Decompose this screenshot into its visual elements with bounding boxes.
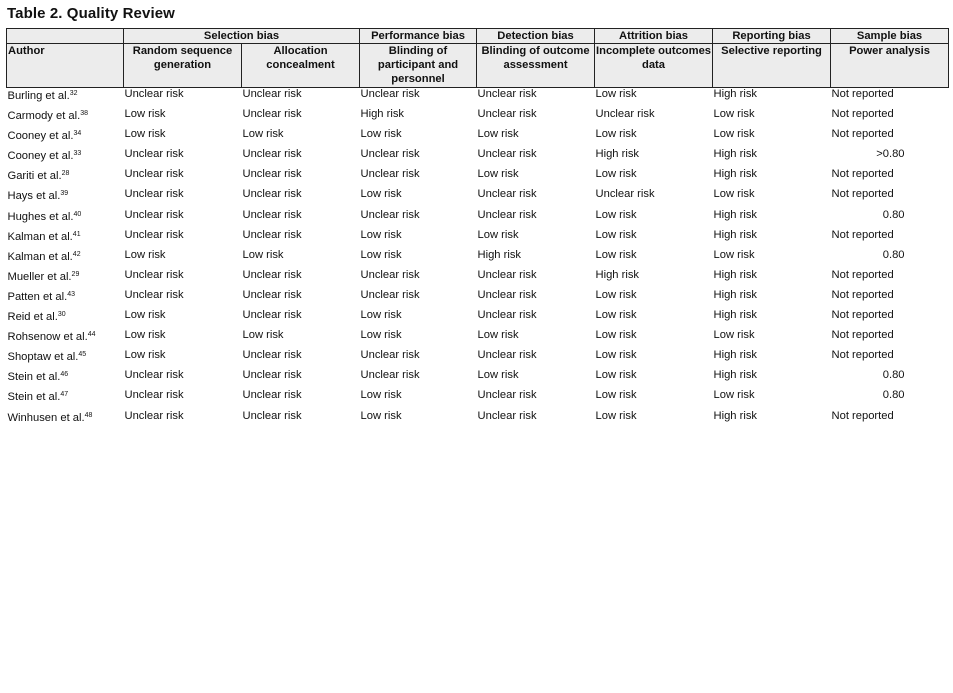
allocation-cell: Unclear risk xyxy=(242,309,302,322)
table-row xyxy=(7,168,949,188)
blinding-participant-cell: Unclear risk xyxy=(360,208,420,221)
table-row xyxy=(7,249,949,269)
blinding-participant-cell: Low risk xyxy=(360,329,402,342)
selective-reporting-cell: Low risk xyxy=(713,389,755,402)
group-header-performance-bias: Performance bias xyxy=(360,29,477,44)
reference-number: 32 xyxy=(69,90,78,97)
allocation-cell: Unclear risk xyxy=(242,188,302,201)
author-name: Shoptaw et al. xyxy=(7,351,79,364)
selective-reporting-cell: Low risk xyxy=(713,108,755,121)
power-analysis-cell: Not reported xyxy=(831,88,894,100)
author-cell xyxy=(7,289,124,309)
random-sequence-cell: Low risk xyxy=(124,248,166,261)
blinding-participant-cell: Unclear risk xyxy=(360,369,420,382)
column-header-author: Author xyxy=(7,44,124,88)
table-row xyxy=(7,229,949,249)
blinding-participant-cell: Unclear risk xyxy=(360,88,420,100)
group-header-sample-bias: Sample bias xyxy=(831,29,949,44)
allocation-cell: Unclear risk xyxy=(242,168,302,181)
blinding-outcome-cell: Unclear risk xyxy=(477,349,537,362)
blinding-outcome-cell: Unclear risk xyxy=(477,108,537,121)
incomplete-outcomes-cell: Low risk xyxy=(595,288,637,301)
blinding-participant-cell: Low risk xyxy=(360,309,402,322)
author-cell xyxy=(7,88,124,109)
author-cell xyxy=(7,229,124,249)
random-sequence-cell: Unclear risk xyxy=(124,369,184,382)
group-header-row xyxy=(7,29,949,44)
blinding-participant-cell: Low risk xyxy=(360,389,402,402)
group-header-selection-bias: Selection bias xyxy=(124,29,360,44)
incomplete-outcomes-cell: Low risk xyxy=(595,228,637,241)
selective-reporting-cell: Low risk xyxy=(713,248,755,261)
selective-reporting-cell: High risk xyxy=(713,309,758,322)
allocation-cell: Low risk xyxy=(242,329,284,342)
selective-reporting-cell: High risk xyxy=(713,288,758,301)
power-analysis-cell: Not reported xyxy=(831,128,894,141)
selective-reporting-cell: High risk xyxy=(713,369,758,382)
column-header-allocation: Allocation concealment xyxy=(242,44,360,88)
reference-number: 29 xyxy=(71,270,80,278)
allocation-cell: Unclear risk xyxy=(242,288,302,301)
random-sequence-cell: Unclear risk xyxy=(124,288,184,301)
selective-reporting-cell: High risk xyxy=(713,409,758,422)
table-row xyxy=(7,269,949,289)
incomplete-outcomes-cell: Low risk xyxy=(595,389,637,402)
allocation-cell: Unclear risk xyxy=(242,208,302,221)
incomplete-outcomes-cell: Low risk xyxy=(595,248,637,261)
reference-number: 43 xyxy=(67,290,76,298)
table-row xyxy=(7,148,949,168)
blinding-outcome-cell: Unclear risk xyxy=(477,188,537,201)
blinding-outcome-cell: Low risk xyxy=(477,329,519,342)
power-analysis-cell: Not reported xyxy=(831,409,894,422)
allocation-cell: Unclear risk xyxy=(242,228,302,241)
incomplete-outcomes-cell: Low risk xyxy=(595,349,637,362)
incomplete-outcomes-cell: Low risk xyxy=(595,329,637,342)
power-analysis-cell: Not reported xyxy=(831,329,894,342)
table-row xyxy=(7,389,949,409)
blinding-participant-cell: Low risk xyxy=(360,248,402,261)
allocation-cell: Unclear risk xyxy=(242,108,302,121)
group-header-blank xyxy=(7,29,124,44)
blinding-outcome-cell: Unclear risk xyxy=(477,309,537,322)
column-header-incomplete-outcomes: Incomplete outcomes data xyxy=(595,44,713,88)
power-analysis-cell: Not reported xyxy=(831,288,894,301)
table-row xyxy=(7,188,949,208)
reference-number: 45 xyxy=(78,351,87,359)
table-row xyxy=(7,309,949,329)
author-name: Reid et al. xyxy=(7,311,58,324)
table-row xyxy=(7,349,949,369)
reference-number: 38 xyxy=(80,110,89,118)
random-sequence-cell: Unclear risk xyxy=(124,148,184,161)
author-name: Hays et al. xyxy=(7,190,61,203)
blinding-participant-cell: Unclear risk xyxy=(360,168,420,181)
reference-number: 41 xyxy=(72,230,81,238)
incomplete-outcomes-cell: High risk xyxy=(595,268,640,281)
blinding-participant-cell: Unclear risk xyxy=(360,148,420,161)
allocation-cell: Unclear risk xyxy=(242,88,302,100)
column-header-random-sequence: Random sequence generation xyxy=(124,44,242,88)
author-name: Stein et al. xyxy=(7,371,61,384)
author-cell xyxy=(7,309,124,329)
reference-number: 33 xyxy=(73,150,82,158)
column-header-selective-reporting: Selective reporting xyxy=(713,44,831,88)
table-row xyxy=(7,108,949,128)
blinding-participant-cell: Low risk xyxy=(360,188,402,201)
table-row xyxy=(7,128,949,148)
column-header-row xyxy=(7,44,949,88)
power-analysis-cell: Not reported xyxy=(831,168,894,181)
power-analysis-cell: Not reported xyxy=(831,349,894,362)
group-header-reporting-bias: Reporting bias xyxy=(713,29,831,44)
incomplete-outcomes-cell: Unclear risk xyxy=(595,188,655,201)
incomplete-outcomes-cell: Low risk xyxy=(595,409,637,422)
author-cell xyxy=(7,148,124,168)
reference-number: 34 xyxy=(73,130,82,138)
reference-number: 48 xyxy=(84,411,93,419)
column-header-blinding-outcome: Blinding of outcome assessment xyxy=(477,44,595,88)
author-cell xyxy=(7,369,124,389)
author-cell xyxy=(7,168,124,188)
power-analysis-cell: 0.80 xyxy=(882,369,905,382)
random-sequence-cell: Low risk xyxy=(124,329,166,342)
author-cell xyxy=(7,349,124,369)
allocation-cell: Unclear risk xyxy=(242,409,302,422)
random-sequence-cell: Low risk xyxy=(124,309,166,322)
group-header-detection-bias: Detection bias xyxy=(477,29,595,44)
selective-reporting-cell: High risk xyxy=(713,168,758,181)
allocation-cell: Low risk xyxy=(242,128,284,141)
blinding-participant-cell: Unclear risk xyxy=(360,288,420,301)
author-cell xyxy=(7,209,124,229)
table-body xyxy=(7,88,949,430)
blinding-outcome-cell: High risk xyxy=(477,248,522,261)
allocation-cell: Unclear risk xyxy=(242,369,302,382)
incomplete-outcomes-cell: Low risk xyxy=(595,208,637,221)
blinding-participant-cell: High risk xyxy=(360,108,405,121)
blinding-outcome-cell: Unclear risk xyxy=(477,148,537,161)
blinding-participant-cell: Unclear risk xyxy=(360,349,420,362)
blinding-outcome-cell: Unclear risk xyxy=(477,268,537,281)
selective-reporting-cell: High risk xyxy=(713,268,758,281)
reference-number: 46 xyxy=(60,371,69,379)
random-sequence-cell: Unclear risk xyxy=(124,409,184,422)
random-sequence-cell: Low risk xyxy=(124,349,166,362)
power-analysis-cell: >0.80 xyxy=(876,148,905,161)
power-analysis-cell: 0.80 xyxy=(882,208,905,221)
blinding-outcome-cell: Low risk xyxy=(477,168,519,181)
allocation-cell: Unclear risk xyxy=(242,389,302,402)
random-sequence-cell: Unclear risk xyxy=(124,168,184,181)
power-analysis-cell: 0.80 xyxy=(882,389,905,402)
author-cell xyxy=(7,249,124,269)
table-row xyxy=(7,209,949,229)
power-analysis-cell: Not reported xyxy=(831,268,894,281)
table-row xyxy=(7,329,949,349)
selective-reporting-cell: High risk xyxy=(713,88,758,100)
blinding-outcome-cell: Low risk xyxy=(477,128,519,141)
selective-reporting-cell: Low risk xyxy=(713,188,755,201)
author-name: Stein et al. xyxy=(7,391,61,404)
blinding-participant-cell: Low risk xyxy=(360,409,402,422)
author-name: Kalman et al. xyxy=(7,250,73,263)
allocation-cell: Unclear risk xyxy=(242,268,302,281)
blinding-participant-cell: Low risk xyxy=(360,128,402,141)
power-analysis-cell: Not reported xyxy=(831,188,894,201)
incomplete-outcomes-cell: Low risk xyxy=(595,168,637,181)
author-cell xyxy=(7,188,124,208)
selective-reporting-cell: High risk xyxy=(713,208,758,221)
reference-number: 42 xyxy=(72,250,81,258)
blinding-participant-cell: Unclear risk xyxy=(360,268,420,281)
incomplete-outcomes-cell: Low risk xyxy=(595,128,637,141)
group-header-attrition-bias: Attrition bias xyxy=(595,29,713,44)
author-name: Cooney et al. xyxy=(7,130,74,143)
author-cell xyxy=(7,108,124,128)
author-name: Gariti et al. xyxy=(7,170,62,183)
allocation-cell: Unclear risk xyxy=(242,349,302,362)
selective-reporting-cell: Low risk xyxy=(713,128,755,141)
quality-review-table xyxy=(6,28,949,430)
author-name: Carmody et al. xyxy=(7,110,81,123)
selective-reporting-cell: High risk xyxy=(713,228,758,241)
blinding-outcome-cell: Unclear risk xyxy=(477,288,537,301)
blinding-outcome-cell: Low risk xyxy=(477,228,519,241)
random-sequence-cell: Unclear risk xyxy=(124,88,184,100)
selective-reporting-cell: High risk xyxy=(713,148,758,161)
author-name: Rohsenow et al. xyxy=(7,331,88,344)
blinding-outcome-cell: Unclear risk xyxy=(477,389,537,402)
author-cell xyxy=(7,128,124,148)
blinding-outcome-cell: Low risk xyxy=(477,369,519,382)
random-sequence-cell: Low risk xyxy=(124,128,166,141)
author-name: Cooney et al. xyxy=(7,150,74,163)
author-name: Hughes et al. xyxy=(7,210,74,223)
power-analysis-cell: Not reported xyxy=(831,309,894,322)
power-analysis-cell: Not reported xyxy=(831,108,894,121)
author-name: Burling et al. xyxy=(7,90,70,102)
power-analysis-cell: 0.80 xyxy=(882,248,905,261)
table-row xyxy=(7,369,949,389)
reference-number: 30 xyxy=(57,311,66,319)
reference-number: 28 xyxy=(61,170,70,178)
random-sequence-cell: Unclear risk xyxy=(124,389,184,402)
table-row xyxy=(7,88,949,109)
random-sequence-cell: Unclear risk xyxy=(124,208,184,221)
selective-reporting-cell: High risk xyxy=(713,349,758,362)
table-row xyxy=(7,410,949,430)
author-name: Kalman et al. xyxy=(7,230,73,243)
column-header-power-analysis: Power analysis xyxy=(831,44,949,88)
incomplete-outcomes-cell: Low risk xyxy=(595,369,637,382)
reference-number: 40 xyxy=(73,210,82,218)
table-row xyxy=(7,289,949,309)
selective-reporting-cell: Low risk xyxy=(713,329,755,342)
allocation-cell: Unclear risk xyxy=(242,148,302,161)
random-sequence-cell: Low risk xyxy=(124,108,166,121)
blinding-participant-cell: Low risk xyxy=(360,228,402,241)
author-name: Mueller et al. xyxy=(7,270,72,283)
random-sequence-cell: Unclear risk xyxy=(124,268,184,281)
random-sequence-cell: Unclear risk xyxy=(124,228,184,241)
author-name: Winhusen et al. xyxy=(7,411,85,424)
blinding-outcome-cell: Unclear risk xyxy=(477,409,537,422)
reference-number: 47 xyxy=(60,391,69,399)
power-analysis-cell: Not reported xyxy=(831,228,894,241)
incomplete-outcomes-cell: High risk xyxy=(595,148,640,161)
allocation-cell: Low risk xyxy=(242,248,284,261)
author-name: Patten et al. xyxy=(7,290,68,303)
table-title: Table 2. Quality Review xyxy=(7,5,175,22)
author-cell xyxy=(7,410,124,430)
random-sequence-cell: Unclear risk xyxy=(124,188,184,201)
author-cell xyxy=(7,269,124,289)
column-header-blinding-participant: Blinding of participant and personnel xyxy=(360,44,477,88)
reference-number: 39 xyxy=(60,190,69,198)
author-cell xyxy=(7,389,124,409)
incomplete-outcomes-cell: Low risk xyxy=(595,88,637,100)
incomplete-outcomes-cell: Low risk xyxy=(595,309,637,322)
blinding-outcome-cell: Unclear risk xyxy=(477,208,537,221)
incomplete-outcomes-cell: Unclear risk xyxy=(595,108,655,121)
reference-number: 44 xyxy=(87,331,96,339)
blinding-outcome-cell: Unclear risk xyxy=(477,88,537,100)
author-cell xyxy=(7,329,124,349)
